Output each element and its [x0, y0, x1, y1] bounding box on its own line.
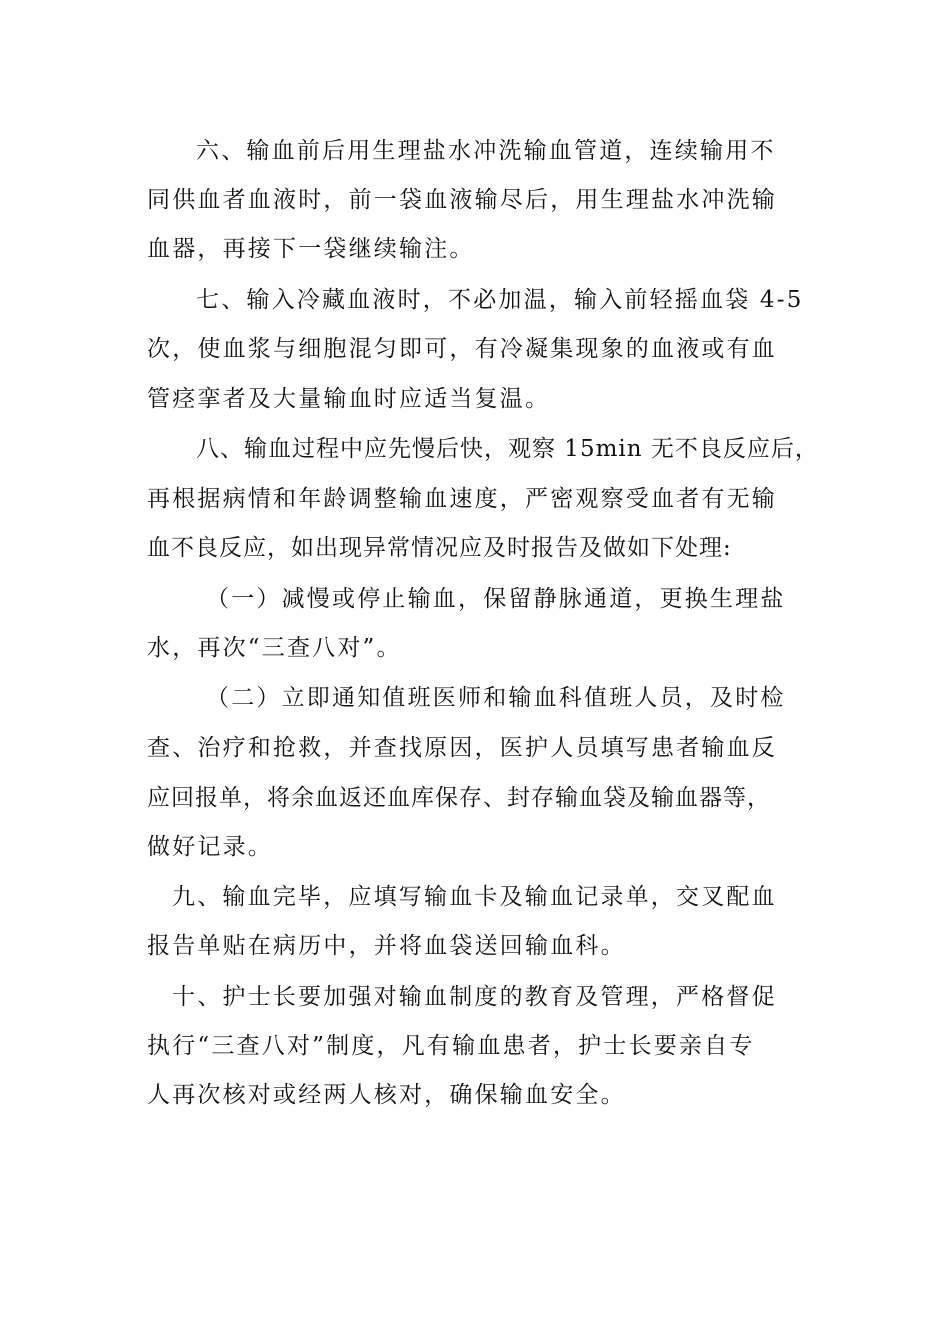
text-line: 血器，再接下一袋继续输注。 — [147, 236, 475, 262]
text-line: 人再次核对或经两人核对，确保输血安全。 — [147, 1082, 626, 1108]
text-line: 十、护士长要加强对输血制度的教育及管理，严格督促 — [172, 984, 777, 1010]
text-line: 六、输血前后用生理盐水冲洗输血管道，连续输用不 — [196, 138, 776, 164]
text-line: 七、输入冷藏血液时，不必加温，输入前轻摇血袋 4-5 — [196, 287, 804, 313]
text-line: 执行“三查八对”制度，凡有输血患者，护士长要亲自专 — [147, 1033, 755, 1059]
text-line: 做好记录。 — [147, 834, 273, 860]
text-line: 报告单贴在病历中，并将血袋送回输血科。 — [147, 933, 626, 959]
text-line: （一）减慢或停止输血，保留静脉通道，更换生理盐 — [206, 586, 786, 612]
text-line: 次，使血浆与细胞混匀即可，有冷凝集现象的血液或有血 — [147, 336, 777, 362]
text-line: 八、输血过程中应先慢后快，观察 15min 无不良反应后， — [196, 436, 819, 462]
text-line: 应回报单，将余血返还血库保存、封存输血袋及输血器等， — [147, 785, 771, 811]
text-line: 同供血者血液时，前一袋血液输尽后，用生理盐水冲洗输 — [147, 187, 777, 213]
text-line: 血不良反应，如出现异常情况应及时报告及做如下处理: — [147, 535, 732, 561]
text-line: 管痉挛者及大量输血时应适当复温。 — [147, 386, 551, 412]
text-line: （二）立即通知值班医师和输血科值班人员，及时检 — [206, 685, 786, 711]
text-line: 水，再次“三查八对”。 — [147, 635, 402, 661]
text-line: 九、输血完毕，应填写输血卡及输血记录单，交叉配血 — [172, 884, 777, 910]
text-line: 查、治疗和抢救，并查找原因，医护人员填写患者输血反 — [147, 735, 777, 761]
text-line: 再根据病情和年龄调整输血速度，严密观察受血者有无输 — [147, 486, 777, 512]
